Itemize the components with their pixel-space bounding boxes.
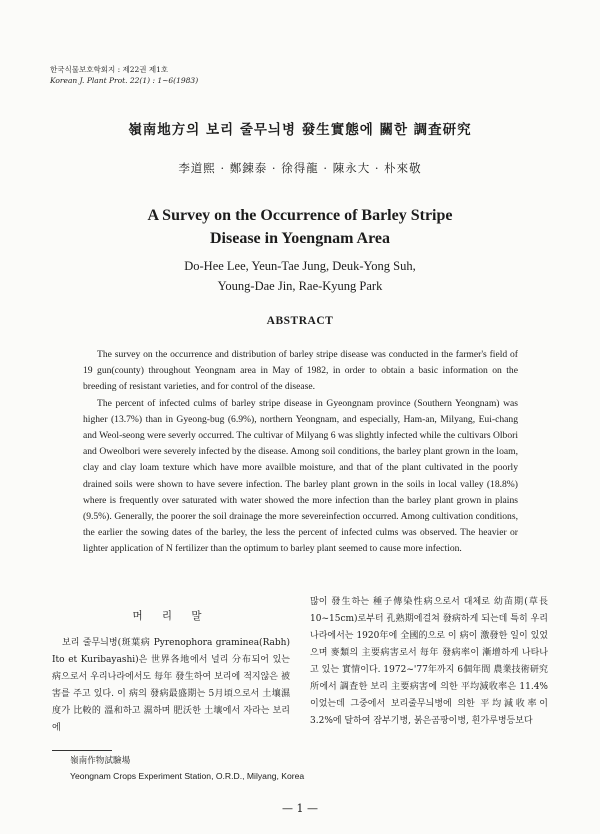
page-number: — 1 — [282,802,318,815]
korean-authors: 李道熙 · 鄭錬泰 · 徐得龍 · 陳永大 · 朴來敬 [178,161,422,175]
abstract-paragraph: The percent of infected culms of barley stripe disease in Gyeongnam province (Southern Yeongnam) was higher (13.7%) than in Gyeong-bug (6.9%), northern Yeongnam, and especially, Ham-an, Milyang, Eui-chang and Weol-seong were severly occurred. The cultivar of Milyang 6 was slightly infected while the cultivars Olbori and Oweolbori were severely infected by the disease. Among soil conditions, the barley plant grown in the loam, clay and clay loam texture which have more availble moisture, and that of the plant cultivated in the poorly drained soils were shown to have severe infection. The barley plant grown in the soils in local valley (18.8%) where is frequently over saturated with water showed the more infection than the barley plant grown in plains (9.5%). Generally, the poorer the soil drainage the more severeinfection occurred. Among cultivation conditions, the earlier the sowing dates of the barley, the less the percent of infected culms was observed. The heavier or lighter application of N fertilizer than the optimum to barley plant seemed to cause more infection. [83,397,518,555]
korean-title: 嶺南地方의 보리 줄무늬병 發生實態에 關한 調査研究 [128,122,472,138]
journal-citation [50,64,198,86]
abstract-paragraph: The survey on the occurrence and distribution of barley stripe disease was conducted in the farmer's field of 19 gun(county) throughout Yeongnam area in May of 1982, in order to obtain a basic information on the breeding of resistant varieties, and for control of the disease. [83,349,518,393]
footnote [70,754,304,784]
footnote-korean: 嶺南作物試驗場 [70,756,131,766]
english-authors-line: Do-Hee Lee, Yeun-Tae Jung, Deuk-Yong Suh, [184,259,416,273]
journal-english: Korean J. Plant Prot. 22(1) : 1~6(1983) [50,76,199,85]
english-title [0,204,600,250]
intro-left-column [52,608,290,737]
journal-korean: 한국식물보호학회지 : 제22권 제1호 [50,65,169,74]
english-authors [0,256,600,296]
footnote-english: Yeongnam Crops Experiment Station, O.R.D., Milyang, Korea [70,771,305,781]
intro-paragraph: 많이 發生하는 種子傳染性病으로서 대체로 幼苗期(草長 10~15cm)로부터 孔熟期에걸쳐 發病하게 되는데 특히 우리나라에서는 1920年에 全國的으로 이 病이 激發한 일이 있었으며 麥類의 主要病害로서 每年 發病率이 漸增하게 나타나고 있는 實情이다. 1972~'77年까지 6個年間 農業技術研究所에서 調査한 보리 主要病害에 의한 平均減收率은 11.4%이었는데 그중에서 보리줄무늬병에 의한 平均減收率이 3.2%에 달하여 잠부기병, 붉은곰팡이병, 흰가루병등보다 [310,597,548,726]
english-authors-line: Young-Dae Jin, Rae-Kyung Park [217,279,383,293]
footnote-rule [52,750,112,751]
english-title-line: A Survey on the Occurrence of Barley Stripe [147,207,453,224]
intro-paragraph: 보리 줄무늬병(斑葉病 Pyrenophora graminea(Rabh) Ito et Kuribayashi)은 世界各地에서 널리 分布되어 있는 病으로서 우리나라에서도 每年 發生하여 보리에 적지않은 被害를 주고 있다. 이 病의 發病最盛期는 5月頃으로서 土壤濕度가 比較的 溫和하고 濕하며 肥沃한 土壤에서 자라는 보리에 [52,638,290,733]
english-title-line: Disease in Yoengnam Area [210,230,390,247]
abstract-body [83,347,518,558]
intro-heading: 머 리 말 [132,610,210,622]
abstract-heading: ABSTRACT [266,315,334,327]
intro-right-column [310,594,548,730]
